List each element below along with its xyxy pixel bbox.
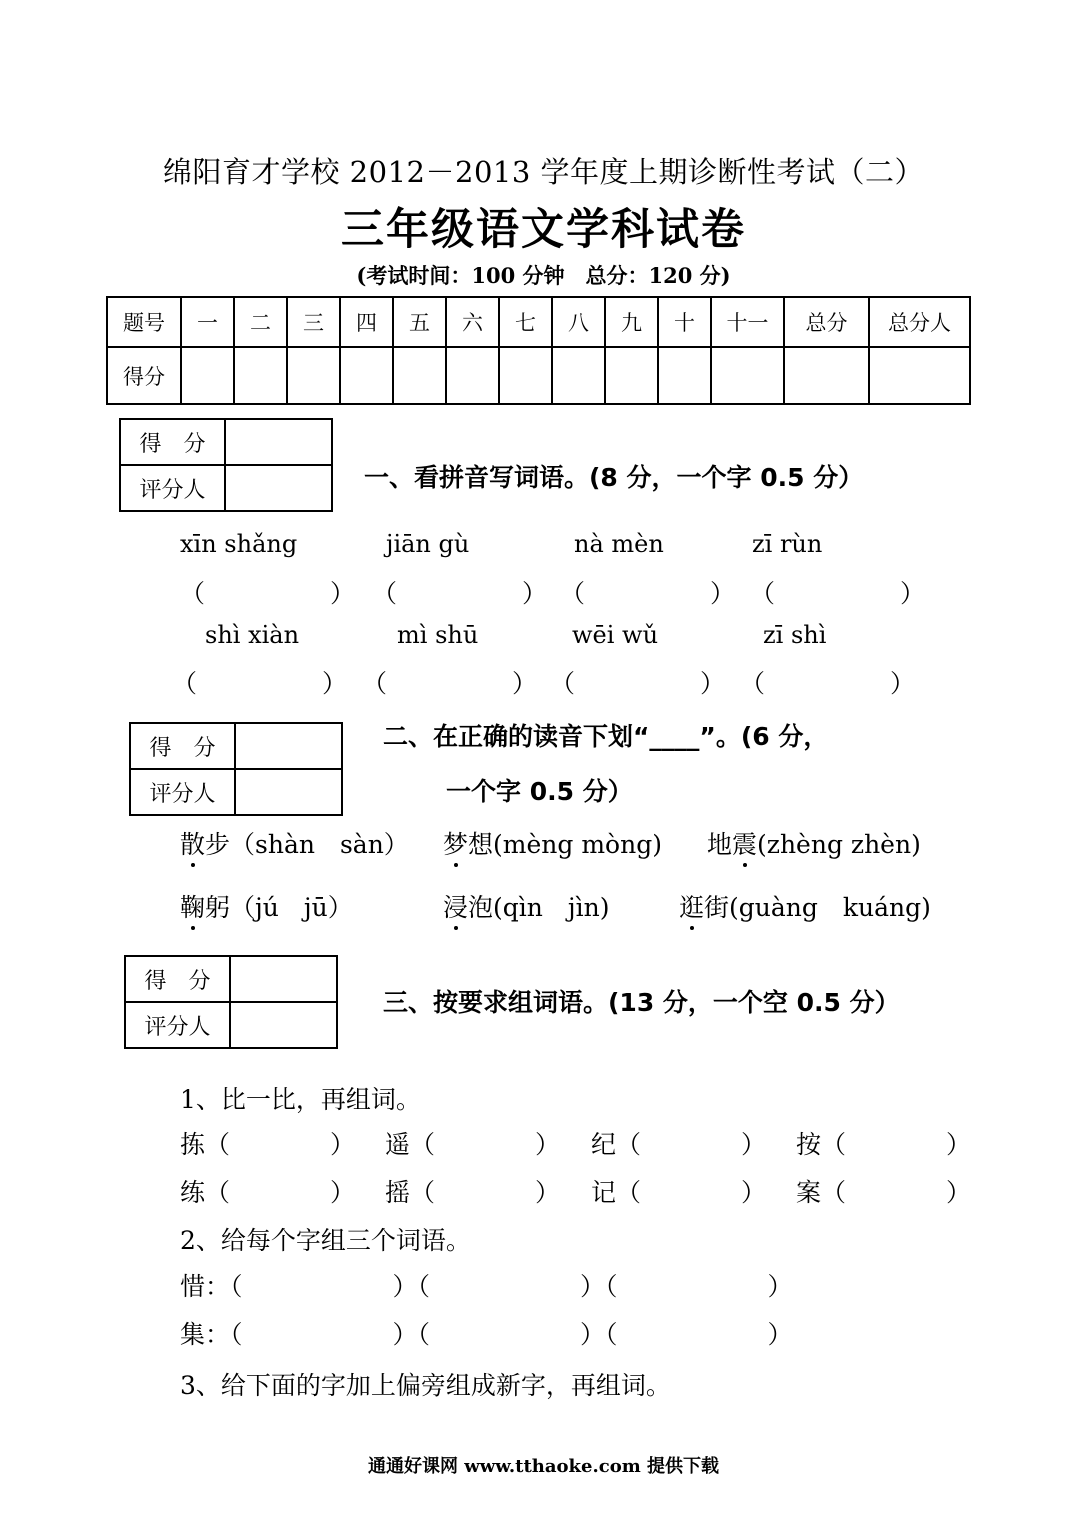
pinyin-item: mì shū	[397, 621, 479, 649]
score-box-label: 得 分	[125, 956, 230, 1002]
score-table-header-cell: 十一	[711, 297, 784, 347]
word-character: 躬	[205, 893, 231, 922]
score-table-header-cell: 四	[340, 297, 393, 347]
character: 摇	[385, 1178, 411, 1207]
pronunciation-options[interactable]: （jú jū）	[230, 893, 353, 922]
pronunciation-item	[180, 825, 409, 861]
score-summary-table	[106, 296, 971, 405]
pinyin-item: nà mèn	[574, 530, 664, 558]
word-character: 浸	[443, 893, 469, 922]
word-blank[interactable]: （ ）	[605, 1320, 793, 1349]
grader-box-value[interactable]	[230, 1002, 337, 1048]
score-table-score-row	[107, 347, 970, 404]
score-table-header-cell: 五	[393, 297, 446, 347]
character: 按	[796, 1130, 822, 1159]
paper-title: 三年级语文学科试卷	[341, 205, 746, 255]
pronunciation-item	[707, 825, 921, 861]
three-words-row	[180, 1267, 793, 1303]
compare-item	[591, 1125, 766, 1161]
word-character: 想	[468, 830, 494, 859]
answer-blank[interactable]: （ ）	[172, 669, 348, 698]
word-blank[interactable]: （ ）	[821, 1130, 972, 1159]
score-box-value[interactable]	[235, 723, 342, 769]
score-table-header-cell: 八	[552, 297, 605, 347]
target-word	[443, 830, 493, 859]
score-table-header-cell: 九	[605, 297, 658, 347]
answer-blank[interactable]: （ ）	[560, 579, 736, 608]
pinyin-item: wēi wǔ	[572, 621, 659, 649]
character: 遥	[385, 1130, 411, 1159]
answer-blank[interactable]: （ ）	[750, 579, 926, 608]
grader-box-value[interactable]	[235, 769, 342, 815]
pronunciation-item	[443, 888, 610, 924]
score-cell[interactable]	[446, 347, 499, 404]
section1-title: 一、看拼音写词语。(8 分，一个字 0.5 分）	[364, 463, 864, 492]
character: 拣	[180, 1130, 206, 1159]
character: 纪	[591, 1130, 617, 1159]
question-1: 1、比一比，再组词。	[180, 1085, 421, 1114]
word-character: 街	[704, 893, 730, 922]
word-character: 震	[732, 830, 758, 859]
grader-box-label: 评分人	[125, 1002, 230, 1048]
word-character: 逛	[679, 893, 705, 922]
question-2: 2、给每个字组三个词语。	[180, 1226, 471, 1255]
grader-box-label: 评分人	[120, 465, 225, 511]
answer-blank[interactable]: （ ）	[550, 669, 726, 698]
compare-item	[180, 1125, 355, 1161]
pronunciation-options[interactable]: (mèng mòng)	[493, 830, 662, 859]
answer-blank[interactable]: （ ）	[362, 669, 538, 698]
target-word	[707, 830, 757, 859]
pronunciation-options[interactable]: （shàn sàn）	[230, 830, 409, 859]
question-3: 3、给下面的字加上偏旁组成新字，再组词。	[180, 1371, 671, 1400]
score-cell[interactable]	[499, 347, 552, 404]
score-cell[interactable]	[234, 347, 287, 404]
score-box-value[interactable]	[230, 956, 337, 1002]
word-blank[interactable]: （ ）	[230, 1320, 418, 1349]
score-cell[interactable]	[340, 347, 393, 404]
three-words-row	[180, 1315, 793, 1351]
target-word	[180, 893, 230, 922]
compare-item	[796, 1125, 971, 1161]
word-blank[interactable]: （ ）	[410, 1130, 561, 1159]
pinyin-item: zī rùn	[752, 530, 823, 558]
score-row-label: 得分	[107, 347, 181, 404]
pronunciation-options[interactable]: (zhèng zhèn)	[757, 830, 921, 859]
score-cell[interactable]	[393, 347, 446, 404]
character: 案	[796, 1178, 822, 1207]
compare-item	[796, 1173, 971, 1209]
score-cell[interactable]	[711, 347, 784, 404]
section1-score-box	[119, 418, 333, 512]
word-blank[interactable]: （ ）	[410, 1178, 561, 1207]
score-cell[interactable]	[869, 347, 970, 404]
grader-box-value[interactable]	[225, 465, 332, 511]
score-cell[interactable]	[287, 347, 340, 404]
compare-item	[385, 1173, 560, 1209]
score-table-header-row	[107, 297, 970, 347]
score-cell[interactable]	[181, 347, 234, 404]
word-blank[interactable]: （ ）	[417, 1320, 606, 1349]
pinyin-item: jiān gù	[386, 530, 470, 558]
word-blank[interactable]: （ ）	[821, 1178, 972, 1207]
section2-title-line1: 二、在正确的读音下划“____”。(6 分，	[383, 722, 829, 751]
score-table-header-cell: 六	[446, 297, 499, 347]
pronunciation-item	[180, 888, 353, 924]
target-word	[679, 893, 729, 922]
pronunciation-item	[443, 825, 662, 861]
compare-item	[591, 1173, 766, 1209]
word-blank[interactable]: （ ）	[616, 1130, 767, 1159]
section2-score-box	[129, 722, 343, 816]
score-table-header-cell: 十	[658, 297, 711, 347]
pinyin-item: zī shì	[763, 621, 827, 649]
score-table-header-cell: 七	[499, 297, 552, 347]
word-character: 鞠	[180, 893, 206, 922]
score-table-header-cell: 一	[181, 297, 234, 347]
target-word	[180, 830, 230, 859]
score-box-label: 得 分	[130, 723, 235, 769]
word-character: 散	[180, 830, 206, 859]
word-blank[interactable]: （ ）	[616, 1178, 767, 1207]
pronunciation-options[interactable]: (guàng kuáng)	[729, 893, 931, 922]
word-blank[interactable]: （ ）	[230, 1272, 418, 1301]
score-box-value[interactable]	[225, 419, 332, 465]
target-word	[443, 893, 493, 922]
compare-item	[385, 1125, 560, 1161]
score-cell[interactable]	[784, 347, 869, 404]
character: 惜：	[180, 1272, 231, 1301]
score-table-header-cell: 总分	[784, 297, 869, 347]
exam-time-and-total: (考试时间：100 分钟 总分：120 分)	[356, 263, 731, 288]
word-character: 步	[205, 830, 231, 859]
section2-title-line2: 一个字 0.5 分）	[446, 777, 633, 806]
score-cell[interactable]	[605, 347, 658, 404]
word-character: 地	[707, 830, 733, 859]
score-cell[interactable]	[552, 347, 605, 404]
word-character: 泡	[468, 893, 494, 922]
score-table-header-cell: 总分人	[869, 297, 970, 347]
word-character: 梦	[443, 830, 469, 859]
word-blank[interactable]: （ ）	[417, 1272, 606, 1301]
pinyin-item: xīn shǎng	[180, 530, 298, 558]
school-exam-heading: 绵阳育才学校 2012－2013 学年度上期诊断性考试（二）	[162, 155, 925, 189]
footer-source: 通通好课网 www.tthaoke.com 提供下载	[367, 1456, 720, 1477]
score-table-header-cell: 二	[234, 297, 287, 347]
section3-score-box	[124, 955, 338, 1049]
word-blank[interactable]: （ ）	[205, 1178, 356, 1207]
character: 记	[591, 1178, 617, 1207]
answer-blank[interactable]: （ ）	[740, 669, 916, 698]
pronunciation-options[interactable]: (qìn jìn)	[493, 893, 610, 922]
pronunciation-item	[679, 888, 931, 924]
section3-title: 三、按要求组词语。(13 分，一个空 0.5 分）	[383, 988, 900, 1017]
grader-box-label: 评分人	[130, 769, 235, 815]
character: 练	[180, 1178, 206, 1207]
score-table-header-cell: 题号	[107, 297, 181, 347]
pinyin-item: shì xiàn	[205, 621, 300, 649]
character: 集：	[180, 1320, 231, 1349]
score-table-header-cell: 三	[287, 297, 340, 347]
score-cell[interactable]	[658, 347, 711, 404]
word-blank[interactable]: （ ）	[205, 1130, 356, 1159]
score-box-label: 得 分	[120, 419, 225, 465]
answer-blank[interactable]: （ ）	[180, 579, 356, 608]
answer-blank[interactable]: （ ）	[372, 579, 548, 608]
compare-item	[180, 1173, 355, 1209]
word-blank[interactable]: （ ）	[605, 1272, 793, 1301]
